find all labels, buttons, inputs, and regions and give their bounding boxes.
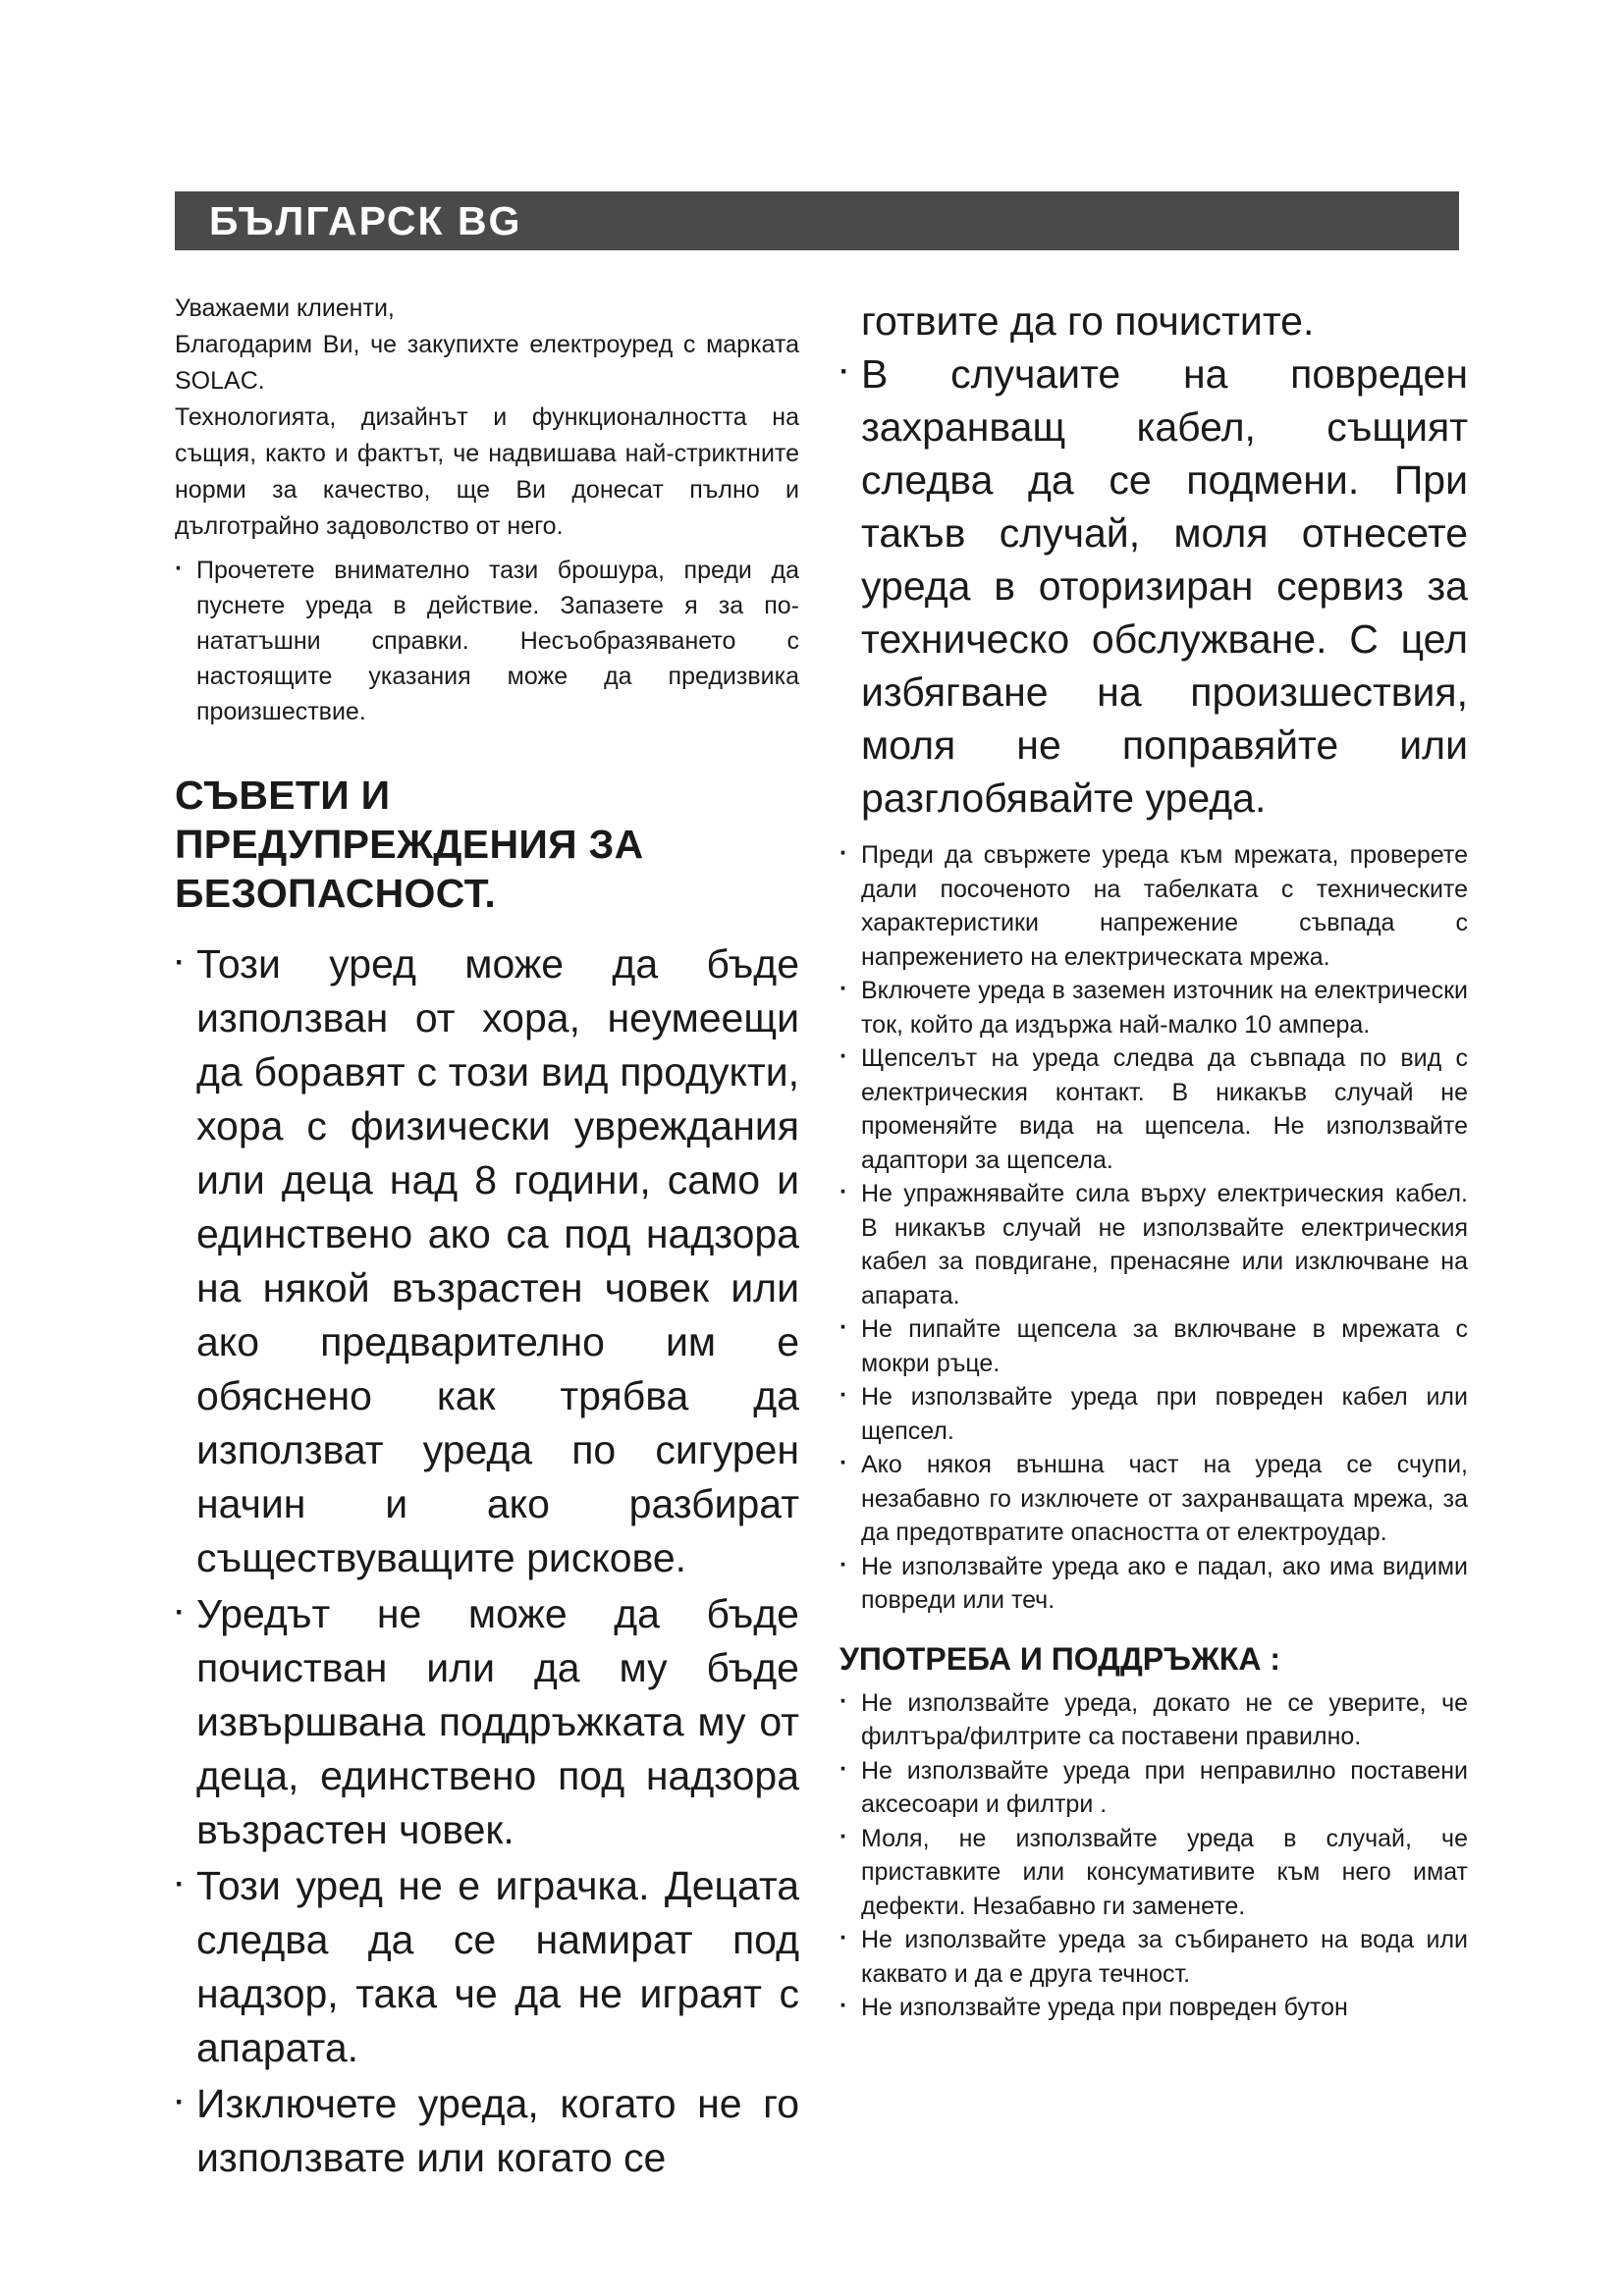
safety-big-list [175, 937, 799, 2185]
usage-item: · Не използвайте уреда при повреден бутон [839, 1991, 1468, 2025]
safety-heading: СЪВЕТИ И ПРЕДУПРЕЖДЕНИЯ ЗА БЕЗОПАСНОСТ. [175, 773, 644, 916]
right-column [839, 294, 1468, 2025]
language-header-bar [175, 191, 1459, 250]
safety-item: · Този уред не е играчка. Децата следва да се намират под надзор, така че да не играят с апарата. [175, 1859, 799, 2075]
language-title: БЪЛГАРСК BG [209, 198, 522, 243]
safety-item-continued: готвите да го почистите. [861, 298, 1315, 344]
read-note-item: · Прочетете внимателно тази брошура, преди да пуснете уреда в действие. Запазете я за по-нататъшни справки. Несъобразяването с настоящите указания може да предизвика произшествие. [175, 553, 799, 729]
safety-big-list-continued [839, 294, 1468, 825]
usage-item: · Не използвайте уреда за събирането на вода или каквато и да е друга течност. [839, 1923, 1468, 1991]
safety-small-item: · Не използвайте уреда ако е падал, ако има видими повреди или теч. [839, 1550, 1468, 1618]
intro-greeting: Уважаеми клиенти, [175, 294, 395, 322]
usage-heading: УПОТРЕБА И ПОДДРЪЖКА : [839, 1640, 1281, 1677]
safety-small-item: · Не пипайте щепсела за включване в мрежата с мокри ръце. [839, 1312, 1468, 1380]
left-column [175, 291, 799, 2187]
safety-small-item: · Преди да свържете уреда към мрежата, проверете дали посоченото на табелката с техническите характеристики напрежение съвпада с напрежението на електрическата мрежа. [839, 838, 1468, 974]
usage-item: · Моля, не използвайте уреда в случай, че приставките или консумативите към него имат дефекти. Незабавно ги заменете. [839, 1822, 1468, 1924]
usage-item: · Не използвайте уреда, докато не се уверите, че филтъра/филтрите са поставени правилно. [839, 1686, 1468, 1754]
safety-item: · Този уред може да бъде използван от хора, неумеещи да боравят с този вид продукти, хора с физически увреждания или деца над 8 години, само и единствено ако са под надзора на някой възрастен човек или ако предварително им е обяснено как трябва да използват уреда по сигурен начин и ако разбират съществуващите рискове. [175, 937, 799, 1585]
intro-list [175, 553, 799, 729]
cable-item: · В случаите на повреден захранващ кабел, същият следва да се подмени. При такъв случай, моля отнесете уреда в оторизиран сервиз за техническо обслужване. С цел избягване на произшествия, моля не поправяйте или разглобявайте уреда. [839, 347, 1468, 825]
intro-thanks: Благодарим Ви, че закупихте електроуред с марката SOLAC. [175, 331, 799, 395]
safety-small-item: · Ако някоя външна част на уреда се счупи, незабавно го изключете от захранващата мрежа, за да предотвратите опасността от електроудар. [839, 1448, 1468, 1550]
intro-technology: Технологията, дизайнът и функционалността на същия, както и фактът, че надвишава най-стриктните норми за качество, ще Ви донесат пълно и дълготрайно задоволство от него. [175, 403, 799, 540]
usage-item: · Не използвайте уреда при неправилно поставени аксесоари и филтри . [839, 1754, 1468, 1822]
safety-item: · Уредът не може да бъде почистван или да му бъде извършвана поддръжката му от деца, единствено под надзора възрастен човек. [175, 1587, 799, 1857]
safety-small-item: · Включете уреда в заземен източник на електрически ток, който да издържа най-малко 10 ампера. [839, 974, 1468, 1041]
safety-small-item: · Не упражнявайте сила върху електрическия кабел. В никакъв случай не използвайте електрическия кабел за повдигане, пренасяне или изключване на апарата. [839, 1177, 1468, 1312]
usage-list [839, 1686, 1468, 2025]
safety-item: · Изключете уреда, когато не го използвате или когато се [175, 2077, 799, 2185]
intro-section [175, 291, 799, 545]
safety-small-list [839, 838, 1468, 1618]
safety-small-item: · Щепселът на уреда следва да съвпада по вид с електрическия контакт. В никакъв случай не променяйте вида на щепсела. Не използвайте адаптори за щепсела. [839, 1041, 1468, 1177]
safety-small-item: · Не използвайте уреда при повреден кабел или щепсел. [839, 1380, 1468, 1448]
